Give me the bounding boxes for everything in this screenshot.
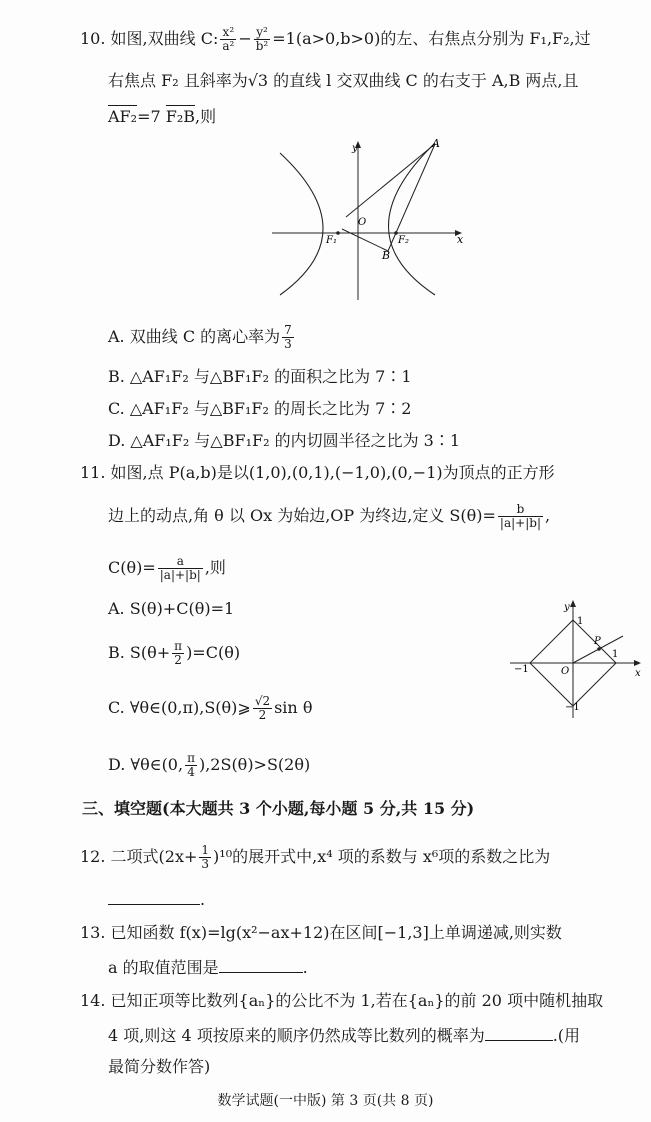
label-b: B: [382, 249, 391, 262]
vector-f2b: F₂B: [165, 107, 196, 126]
q13-number: 13.: [80, 923, 106, 942]
x-axis-arrow: [634, 660, 641, 666]
page-footer: 数学试题(一中版) 第 3 页(共 8 页): [217, 1093, 434, 1109]
y-axis-arrow: [570, 600, 576, 607]
point-p: [597, 647, 601, 651]
label-neg1-bottom: −1: [565, 702, 580, 713]
left-branch: [280, 153, 323, 295]
label-1-right: 1: [612, 649, 619, 660]
vector-af2: AF₂: [108, 107, 138, 126]
q11-option-d: D. ∀θ∈(0, $\frac{\pi}{4}$ ),2S(θ)>S(2θ): [108, 751, 311, 779]
q10-option-c: C. △AF₁F₂ 与△BF₁F₂ 的周长之比为 7∶2: [108, 399, 412, 418]
eccentricity-fraction: $\frac{7}{3}$: [284, 323, 292, 351]
q11-option-a: A. S(θ)+C(θ)=1: [108, 599, 235, 618]
q12-line1: 12. 二项式(2x+ $\frac{1}{3}$ )¹⁰的展开式中,x⁴ 项的系数与 x⁶项的系数之比为: [80, 843, 551, 871]
q13-answer-blank: [219, 956, 303, 973]
label-o: O: [358, 217, 367, 228]
line-f1-b: [342, 229, 388, 251]
q13-line1: 13. 已知函数 f(x)=lg(x²−ax+12)在区间[−1,3]上单调递减,则实数: [80, 923, 562, 942]
q11-number: 11.: [80, 463, 106, 482]
q12-line2: .: [108, 888, 205, 911]
c-theta-fraction: $\frac{a}{|a|+|b|}$: [159, 554, 201, 582]
label-o: O: [561, 666, 570, 677]
q12-answer-blank: [108, 888, 200, 905]
label-f1: F₁: [326, 235, 337, 246]
q10-line3: AF₂=7 F₂B,则: [108, 107, 217, 126]
q10-option-d: D. △AF₁F₂ 与△BF₁F₂ 的内切圆半径之比为 3∶1: [108, 431, 461, 450]
square-figure: [508, 596, 643, 721]
q10-option-a: A. 双曲线 C 的离心率为 $\frac{7}{3}$: [108, 323, 292, 351]
q10-number: 10.: [80, 29, 106, 48]
s-theta-fraction: $\frac{b}{|a|+|b|}$: [499, 502, 541, 530]
x-axis-label: x: [457, 233, 464, 246]
q11-line2: 边上的动点,角 θ 以 Ox 为始边,OP 为终边,定义 S(θ)= $\frac{b}{|a|+|b|}$ ,: [108, 502, 551, 530]
hyperbola-figure: [270, 135, 475, 305]
y-axis-label: y: [564, 602, 570, 613]
label-1-top: 1: [577, 616, 584, 627]
q11-option-b: B. S(θ+ $\frac{\pi}{2}$ )=C(θ): [108, 639, 241, 667]
q11-line1: 11. 如图,点 P(a,b)是以(1,0),(0,1),(−1,0),(0,−1)为顶点的正方形: [80, 463, 555, 482]
hyperbola-fraction-x: $\frac{\text{x²}}{\text{a²}}$: [222, 25, 235, 53]
sqrt2-over-2-fraction: $\frac{√2}{2}$: [254, 694, 271, 722]
pi-over-4-fraction: $\frac{\pi}{4}$: [187, 751, 195, 779]
label-p: P: [594, 636, 601, 647]
q11-option-c: C. ∀θ∈(0,π),S(θ)⩾ $\frac{√2}{2}$ sin θ: [108, 694, 313, 722]
section-fill-in-heading: 三、填空题(本大题共 3 个小题,每小题 5 分,共 15 分): [82, 799, 475, 818]
pi-over-2-fraction: $\frac{\pi}{2}$: [174, 639, 183, 667]
q10-text: 如图,双曲线 C:: [110, 29, 219, 48]
label-a: A: [432, 137, 440, 150]
q14-number: 14.: [80, 991, 106, 1010]
q14-answer-blank: [485, 1024, 553, 1041]
y-axis-label: y: [352, 143, 358, 154]
one-third-fraction: $\frac{1}{3}$: [201, 843, 210, 871]
q12-number: 12.: [80, 847, 106, 866]
x-axis-label: x: [635, 668, 641, 679]
q14-line2: 4 项,则这 4 项按原来的顺序仍然成等比数列的概率为 .(用: [108, 1026, 581, 1045]
q10-line2: 右焦点 F₂ 且斜率为√3 的直线 l 交双曲线 C 的右支于 A,B 两点,且: [108, 71, 579, 90]
label-neg1-left: −1: [514, 664, 529, 675]
right-branch: [389, 143, 436, 295]
q14-line3: 最简分数作答): [108, 1057, 211, 1076]
q11-line3: C(θ)= $\frac{a}{|a|+|b|}$ ,则: [108, 554, 226, 582]
q10-option-b: B. △AF₁F₂ 与△BF₁F₂ 的面积之比为 7∶1: [108, 367, 412, 386]
line-f1-a: [346, 144, 435, 217]
label-f2: F₂: [398, 235, 409, 246]
q14-line1: 14. 已知正项等比数列{aₙ}的公比不为 1,若在{aₙ}的前 20 项中随机抽取: [80, 991, 604, 1010]
hyperbola-fraction-y: $\frac{\text{y²}}{\text{b²}}$: [255, 25, 269, 53]
q10-line1: 10. 如图,双曲线 C: $\frac{\text{x²}}{\text{a²}}$ − $\frac{\text{y²}}{\text{b²}}$ =1(a>0,b>0)的左、右焦点分别为 F₁,F₂,过: [80, 25, 591, 53]
q13-line2: a 的取值范围是 .: [108, 958, 308, 977]
